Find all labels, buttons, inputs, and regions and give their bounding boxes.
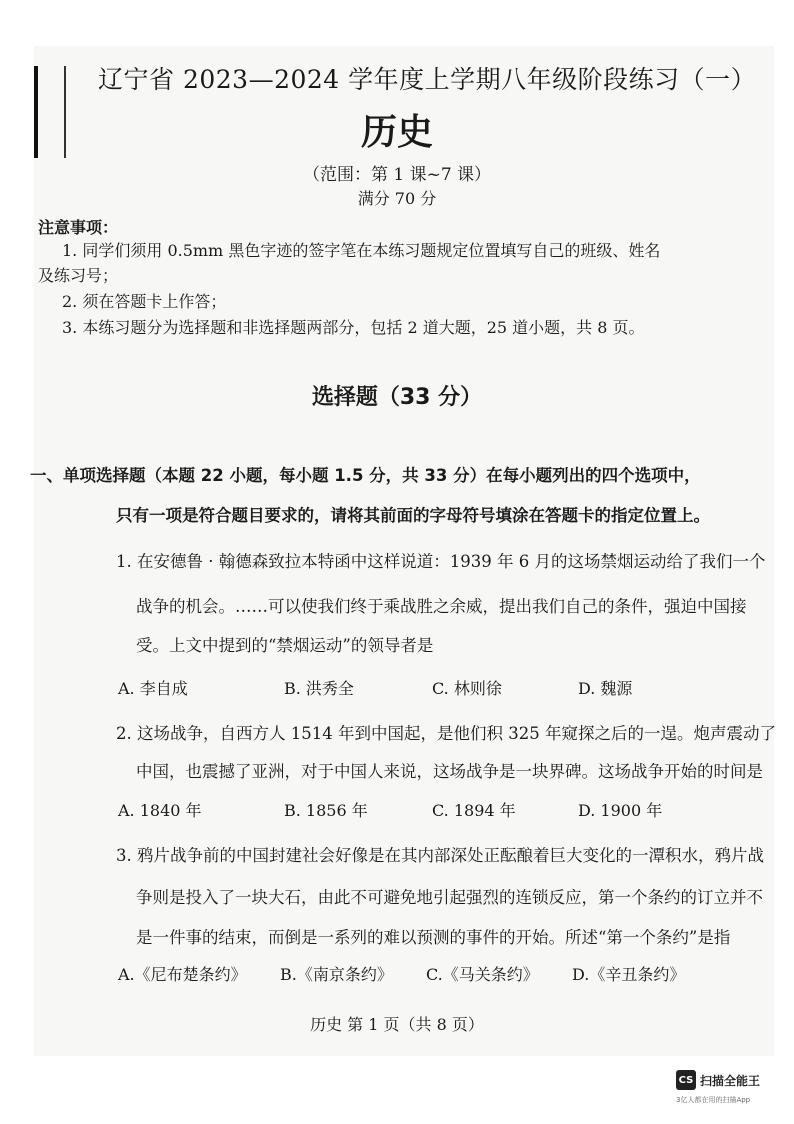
question-2-option-d: D. 1900 年 — [578, 801, 663, 820]
note-item: 2. 须在答题卡上作答； — [62, 292, 227, 311]
exam-title: 辽宁省 2023—2024 学年度上学期八年级阶段练习（一） — [98, 65, 757, 94]
question-1-line: 战争的机会。……可以使我们终于乘战胜之余威，提出我们自己的条件，强迫中国接 — [136, 597, 747, 616]
note-item: 1. 同学们须用 0.5mm 黑色字迹的签字笔在本练习题规定位置填写自己的班级、姓名 — [62, 241, 661, 260]
question-3-line: 是一件事的结束，而倒是一系列的难以预测的事件的开始。所述“第一个条约”是指 — [136, 928, 731, 947]
question-1-option-c: C. 林则徐 — [432, 679, 502, 698]
exam-range: （范围：第 1 课~7 课） — [302, 165, 492, 185]
part-instructions-cont: 只有一项是符合题目要求的，请将其前面的字母符号填涂在答题卡的指定位置上。 — [116, 506, 710, 525]
question-1-line: 受。上文中提到的“禁烟运动”的领导者是 — [136, 636, 434, 655]
question-3-line: 3. 鸦片战争前的中国封建社会好像是在其内部深处正酝酿着巨大变化的一潭积水，鸦片战 — [116, 846, 764, 865]
part-instructions: 一、单项选择题（本题 22 小题，每小题 1.5 分，共 33 分）在每小题列出的四个选项中， — [30, 466, 701, 485]
question-2-option-a: A. 1840 年 — [118, 801, 202, 820]
subject-title: 历史 — [360, 111, 433, 153]
question-3-option-d: D.《辛丑条约》 — [572, 965, 686, 984]
note-item: 及练习号； — [38, 266, 119, 285]
question-3-line: 争则是投入了一块大石，由此不可避免地引起强烈的连锁反应，第一个条约的订立并不 — [136, 888, 763, 907]
question-1-option-a: A. 李自成 — [118, 679, 188, 698]
question-1-option-b: B. 洪秀全 — [284, 679, 354, 698]
question-2-line: 中国，也震撼了亚洲，对于中国人来说，这场战争是一块界碑。这场战争开始的时间是 — [136, 762, 763, 781]
scanner-name: 扫描全能王 — [700, 1073, 761, 1088]
full-score: 满分 70 分 — [357, 189, 437, 208]
scanner-logo — [676, 1070, 760, 1090]
scanner-badge-icon: CS — [676, 1070, 696, 1090]
note-item: 3. 本练习题分为选择题和非选择题两部分，包括 2 道大题，25 道小题，共 8 页。 — [62, 318, 645, 337]
question-1-option-d: D. 魏源 — [578, 679, 633, 698]
page-footer: 历史 第 1 页（共 8 页） — [310, 1015, 484, 1034]
question-1-line: 1. 在安德鲁 · 翰德森致拉本特函中这样说道：1939 年 6 月的这场禁烟运动给了我们一个 — [116, 552, 766, 571]
question-3-option-c: C.《马关条约》 — [426, 965, 539, 984]
question-2-line: 2. 这场战争，自西方人 1514 年到中国起，是他们积 325 年窥探之后的一逞。炮声震动了 — [116, 724, 776, 743]
question-3-option-b: B.《南京条约》 — [280, 965, 393, 984]
notes-heading: 注意事项： — [38, 218, 119, 237]
section-title: 选择题（33 分） — [311, 385, 483, 410]
question-2-option-c: C. 1894 年 — [432, 801, 516, 820]
scanner-tagline: 3亿人都在用的扫描App — [676, 1096, 751, 1104]
question-2-option-b: B. 1856 年 — [284, 801, 368, 820]
question-3-option-a: A.《尼布楚条约》 — [118, 965, 247, 984]
